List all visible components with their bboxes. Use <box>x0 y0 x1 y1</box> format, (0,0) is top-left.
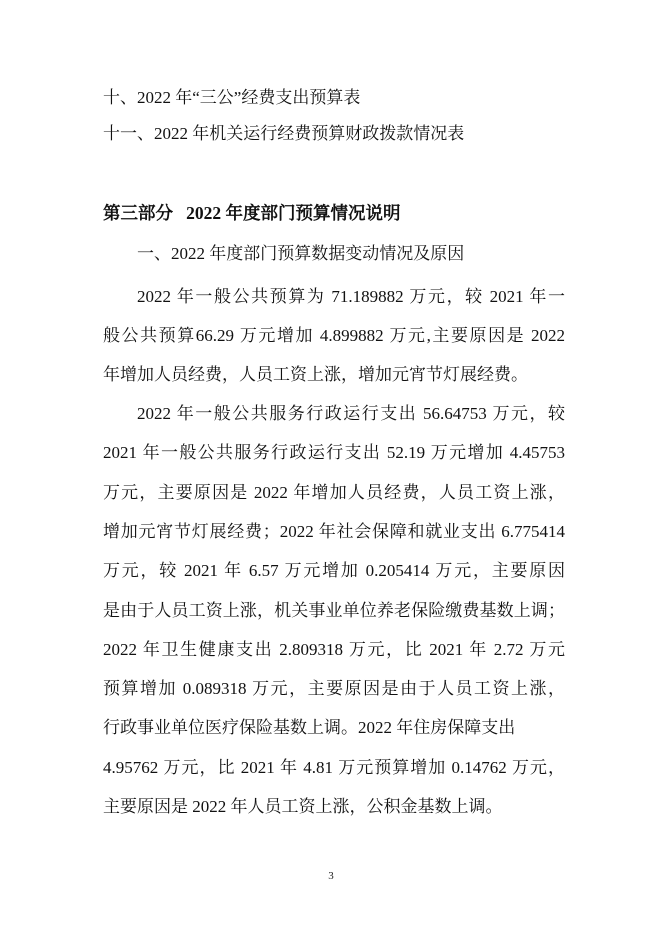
paragraph-line: 万元，较 2021 年 6.57 万元增加 0.205414 万元，主要原因 <box>103 561 565 581</box>
paragraph-line: 增加元宵节灯展经费；2022 年社会保障和就业支出 6.775414 <box>103 521 565 541</box>
section-subheading: 一、2022 年度部门预算数据变动情况及原因 <box>137 244 465 263</box>
paragraph-line: 行政事业单位医疗保险基数上调。2022 年住房保障支出 <box>103 718 516 738</box>
paragraph-line: 主要原因是 2022 年人员工资上涨，公积金基数上调。 <box>103 797 503 816</box>
paragraph-line: 4.95762 万元，比 2021 年 4.81 万元预算增加 0.14762 万元， <box>103 757 565 777</box>
paragraph-line: 2022 年卫生健康支出 2.809318 万元，比 2021 年 2.72 万元 <box>103 639 565 659</box>
paragraph-line: 2022 年一般公共服务行政运行支出 56.64753 万元，较 <box>137 404 565 423</box>
toc-item: 十一、2022 年机关运行经费预算财政拨款情况表 <box>103 124 465 143</box>
paragraph-line: 是由于人员工资上涨，机关事业单位养老保险缴费基数上调； <box>103 600 565 620</box>
section-heading: 第三部分 2022 年度部门预算情况说明 <box>103 203 401 223</box>
paragraph-line: 般公共预算66.29 万元增加 4.899882 万元,主要原因是 2022 <box>103 326 565 345</box>
paragraph-line: 年增加人员经费，人员工资上涨，增加元宵节灯展经费。 <box>103 365 528 384</box>
paragraph-line: 2022 年一般公共预算为 71.189882 万元，较 2021 年一 <box>137 287 565 306</box>
paragraph-line: 万元，主要原因是 2022 年增加人员经费，人员工资上涨， <box>103 482 565 502</box>
toc-item: 十、2022 年“三公”经费支出预算表 <box>103 88 361 107</box>
page-number: 3 <box>328 870 334 882</box>
paragraph-line: 预算增加 0.089318 万元，主要原因是由于人员工资上涨， <box>103 679 565 699</box>
paragraph-line: 2021 年一般公共服务行政运行支出 52.19 万元增加 4.45753 <box>103 443 565 463</box>
